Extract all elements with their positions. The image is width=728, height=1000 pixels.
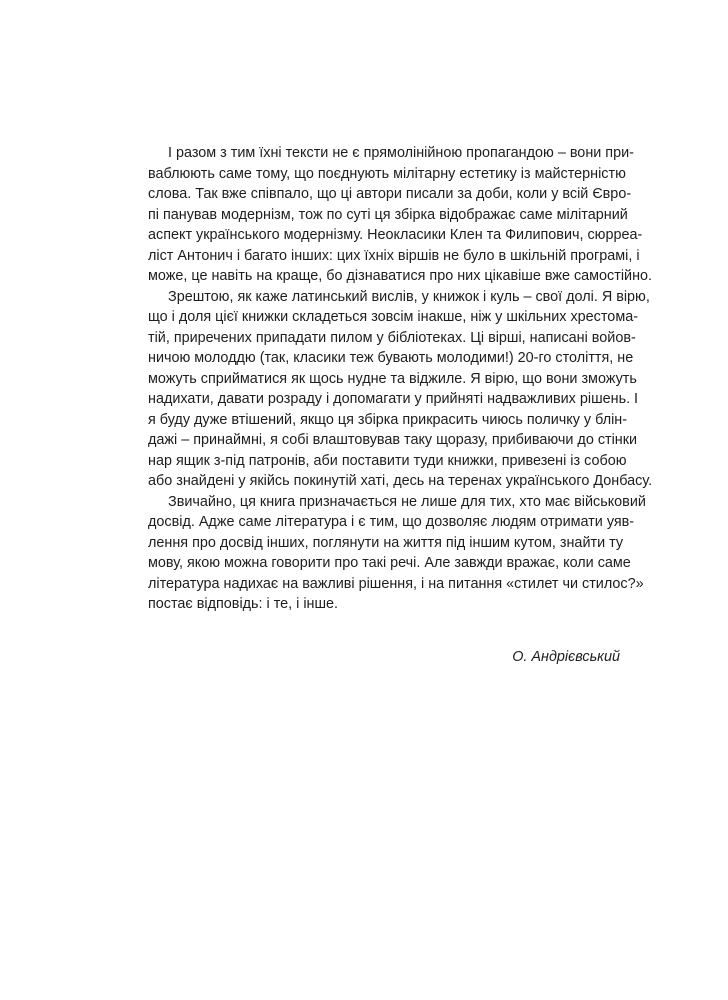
text-line: ваблюють саме тому, що поєднують мілітарну естетику із майстерністю xyxy=(148,165,626,182)
text-line: Звичайно, ця книга призначається не лише для тих, хто має військовий xyxy=(168,493,646,510)
text-line: І разом з тим їхні тексти не є прямолінійною пропагандою – вони при- xyxy=(168,145,634,161)
paragraph xyxy=(148,287,653,492)
author-signature: О. Андрієвський xyxy=(512,649,620,665)
text-line: мову, якою можна говорити про такі речі. Але завжди вражає, коли саме xyxy=(148,555,631,571)
text-line: література надихає на важливі рішення, і на питання «стилет чи стилос?» xyxy=(148,575,644,592)
text-line: ничою молоддю (так, класики теж бувають молодими!) 20-го століття, не xyxy=(148,350,634,366)
text-line: я буду дуже втішений, якщо ця збірка прикрасить чиюсь поличку у блін- xyxy=(148,411,628,428)
text-line: може, це навіть на краще, бо дізнаватися про них цікавіше вже самостійно. xyxy=(148,268,653,284)
text-line: досвід. Адже саме література і є тим, що дозволяє людям отримати уяв- xyxy=(148,514,635,530)
body-text xyxy=(148,143,653,615)
text-line: постає відповідь: і те, і інше. xyxy=(148,596,339,612)
text-line: пі панував модернізм, тож по суті ця збірка відображає саме мілітарний xyxy=(148,206,628,223)
text-line: аспект українського модернізму. Неокласики Клен та Филипович, сюрреа- xyxy=(148,227,643,243)
text-line: ліст Антонич і багато інших: цих їхніх віршів не було в шкільній програмі, і xyxy=(148,247,640,264)
text-line: тій, приречених припадати пилом у бібліотеках. Ці вірші, написані войов- xyxy=(148,329,636,346)
text-line: лення про досвід інших, поглянути на життя під іншим кутом, знайти ту xyxy=(148,534,624,551)
text-line: дажі – принаймні, я собі влаштовував таку щоразу, прибиваючи до стінки xyxy=(148,432,638,448)
text-line: що і доля цієї книжки складеться зовсім інакше, ніж у шкільних хрестома- xyxy=(148,309,639,325)
text-line: слова. Так вже співпало, що ці автори писали за доби, коли у всій Євро- xyxy=(148,186,632,202)
text-line: або знайдені у якійсь покинутій хаті, десь на теренах українського Донбасу. xyxy=(148,473,653,489)
text-line: надихати, давати розраду і допомагати у прийняті надважливих рішень. І xyxy=(148,391,639,407)
text-line: можуть сприйматися як щось нудне та віджиле. Я вірю, що вони зможуть xyxy=(148,370,637,387)
paragraph xyxy=(148,143,653,287)
paragraph xyxy=(148,492,646,615)
text-line: Зрештою, як каже латинський вислів, у книжок і куль – свої долі. Я вірю, xyxy=(168,288,650,305)
text-line: нар ящик з-під патронів, аби поставити туди книжки, привезені із собою xyxy=(148,452,627,469)
